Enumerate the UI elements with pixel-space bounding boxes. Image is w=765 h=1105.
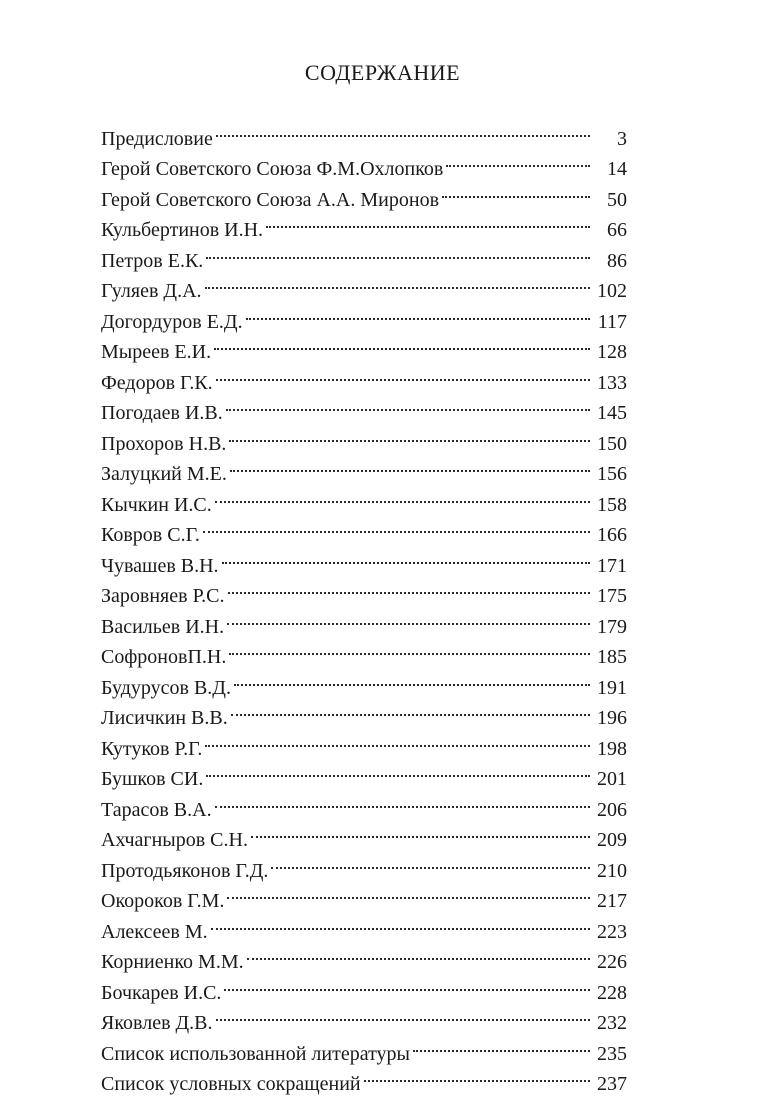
toc-dot-leader [215,785,590,816]
toc-entry-page-number: 210 [597,859,627,882]
toc-entry-label: Тарасов В.А. [101,798,212,821]
toc-entry-label: Кульбертинов И.Н. [101,219,264,241]
toc-entry-label: Бочкарев И.С. [101,981,222,1004]
toc-entry-label: Кычкин И.С. [101,493,212,516]
toc-entry-page-number: 86 [607,249,627,272]
toc-entry-label: Заровняев Р.С. [101,585,225,607]
toc-entry-label: Окороков Г.М. [101,890,225,912]
toc-entry-label: Герой Советского Союза Ф.М.Охлопков [101,158,444,180]
toc-dot-leader [227,602,590,633]
toc-dot-leader [205,267,590,298]
toc-dot-leader [228,572,590,603]
toc-entry-page-number: 179 [597,615,627,638]
toc-entry-page-number: 175 [597,585,627,607]
toc-dot-leader [229,633,590,664]
toc-entry-page-number: 209 [597,829,627,851]
toc-dot-leader [211,907,590,938]
toc-entry-page-number: 185 [597,646,627,668]
toc-dot-leader [230,450,590,481]
toc-entry-label: Гуляев Д.А. [101,280,202,302]
page-title: СОДЕРЖАНИЕ [304,60,461,85]
toc-entry-page-number: 50 [607,188,627,211]
toc-dot-leader [234,663,590,694]
toc-entry-label: Протодьяконов Г.Д. [101,859,269,882]
toc-dot-leader [247,938,590,969]
toc-dot-leader [205,724,590,755]
toc-entry-page-number: 226 [597,951,627,973]
toc-entry-label: Список условных сокращений [101,1073,361,1095]
toc-entry-page-number: 198 [597,737,627,760]
toc-entry-page-number: 191 [597,676,627,699]
toc-dot-leader [222,541,590,572]
toc-entry-page-number: 3 [617,127,627,150]
toc-dot-leader [227,877,590,908]
toc-entry-page-number: 150 [597,432,627,455]
toc-entry-page-number: 166 [597,524,627,546]
toc-dot-leader [214,328,590,359]
toc-entry-label: Ковров С.Г. [101,524,200,546]
toc-entry-label: Догордуров Е.Д. [101,310,243,333]
toc-entry-page-number: 145 [597,402,627,424]
toc-dot-leader [216,999,590,1030]
toc-entry-page-number: 117 [597,310,627,333]
toc-entry-page-number: 201 [597,768,627,790]
toc-entry-label: Чувашев В.Н. [101,554,219,577]
toc-entry-label: Алексеев М. [101,920,208,943]
toc-dot-leader [206,236,590,267]
toc-entry-page-number: 14 [607,158,627,180]
toc-entry-label: Список использованной литературы [101,1042,410,1065]
toc-entry-label: Петров Е.К. [101,249,204,272]
toc-entry-page-number: 128 [597,341,627,363]
toc-entry-label: СофроновП.Н. [101,646,227,668]
toc-dot-leader [246,297,590,328]
toc-entry-label: Погодаев И.В. [101,402,223,424]
toc-dot-leader [446,145,590,176]
toc-entry-label: Кутуков Р.Г. [101,737,203,760]
toc-entry-page-number: 237 [597,1073,627,1095]
toc-entry-page-number: 217 [597,890,627,912]
toc-dot-leader [271,846,590,877]
toc-dot-leader [266,206,590,237]
toc-entry-label: Ахчагныров С.Н. [101,829,248,851]
toc-dot-leader [251,816,590,847]
toc-entry-label: Предисловие [101,127,213,150]
toc-entry-page-number: 223 [597,920,627,943]
toc-entry-page-number: 102 [597,280,627,302]
toc-dot-leader [442,175,590,206]
toc-dot-leader [364,1060,590,1091]
toc-entry-label: Прохоров Н.В. [101,432,227,455]
toc-dot-leader [203,511,590,542]
toc-entry [101,114,627,150]
toc-entry-label: Лисичкин В.В. [101,707,228,729]
toc-entry-page-number: 196 [597,707,627,729]
toc-entry-page-number: 228 [597,981,627,1004]
toc-entry-label: Мыреев Е.И. [101,341,212,363]
toc-entry-page-number: 171 [597,554,627,577]
toc-dot-leader [224,968,590,999]
toc-entry-label: Залуцкий М.Е. [101,463,227,485]
table-of-contents [101,114,627,1095]
toc-dot-leader [413,1029,590,1060]
toc-dot-leader [229,419,590,450]
toc-entry-label: Бушков СИ. [101,768,204,790]
toc-dot-leader [216,114,590,145]
toc-dot-leader [216,358,590,389]
toc-entry-label: Будурусов В.Д. [101,676,231,699]
toc-entry-label: Яковлев Д.В. [101,1012,213,1034]
toc-entry-label: Корниенко М.М. [101,951,244,973]
toc-entry-page-number: 235 [597,1042,627,1065]
toc-entry-label: Федоров Г.К. [101,371,213,394]
toc-entry-label: Герой Советского Союза А.А. Миронов [101,188,440,211]
toc-entry-page-number: 206 [597,798,627,821]
toc-dot-leader [206,755,590,786]
toc-entry-page-number: 158 [597,493,627,516]
toc-dot-leader [226,389,590,420]
toc-entry-page-number: 232 [597,1012,627,1034]
toc-entry-label: Васильев И.Н. [101,615,225,638]
toc-entry-page-number: 66 [607,219,627,241]
toc-entry-page-number: 133 [597,371,627,394]
toc-dot-leader [215,480,590,511]
toc-dot-leader [231,694,590,725]
toc-entry-page-number: 156 [597,463,627,485]
